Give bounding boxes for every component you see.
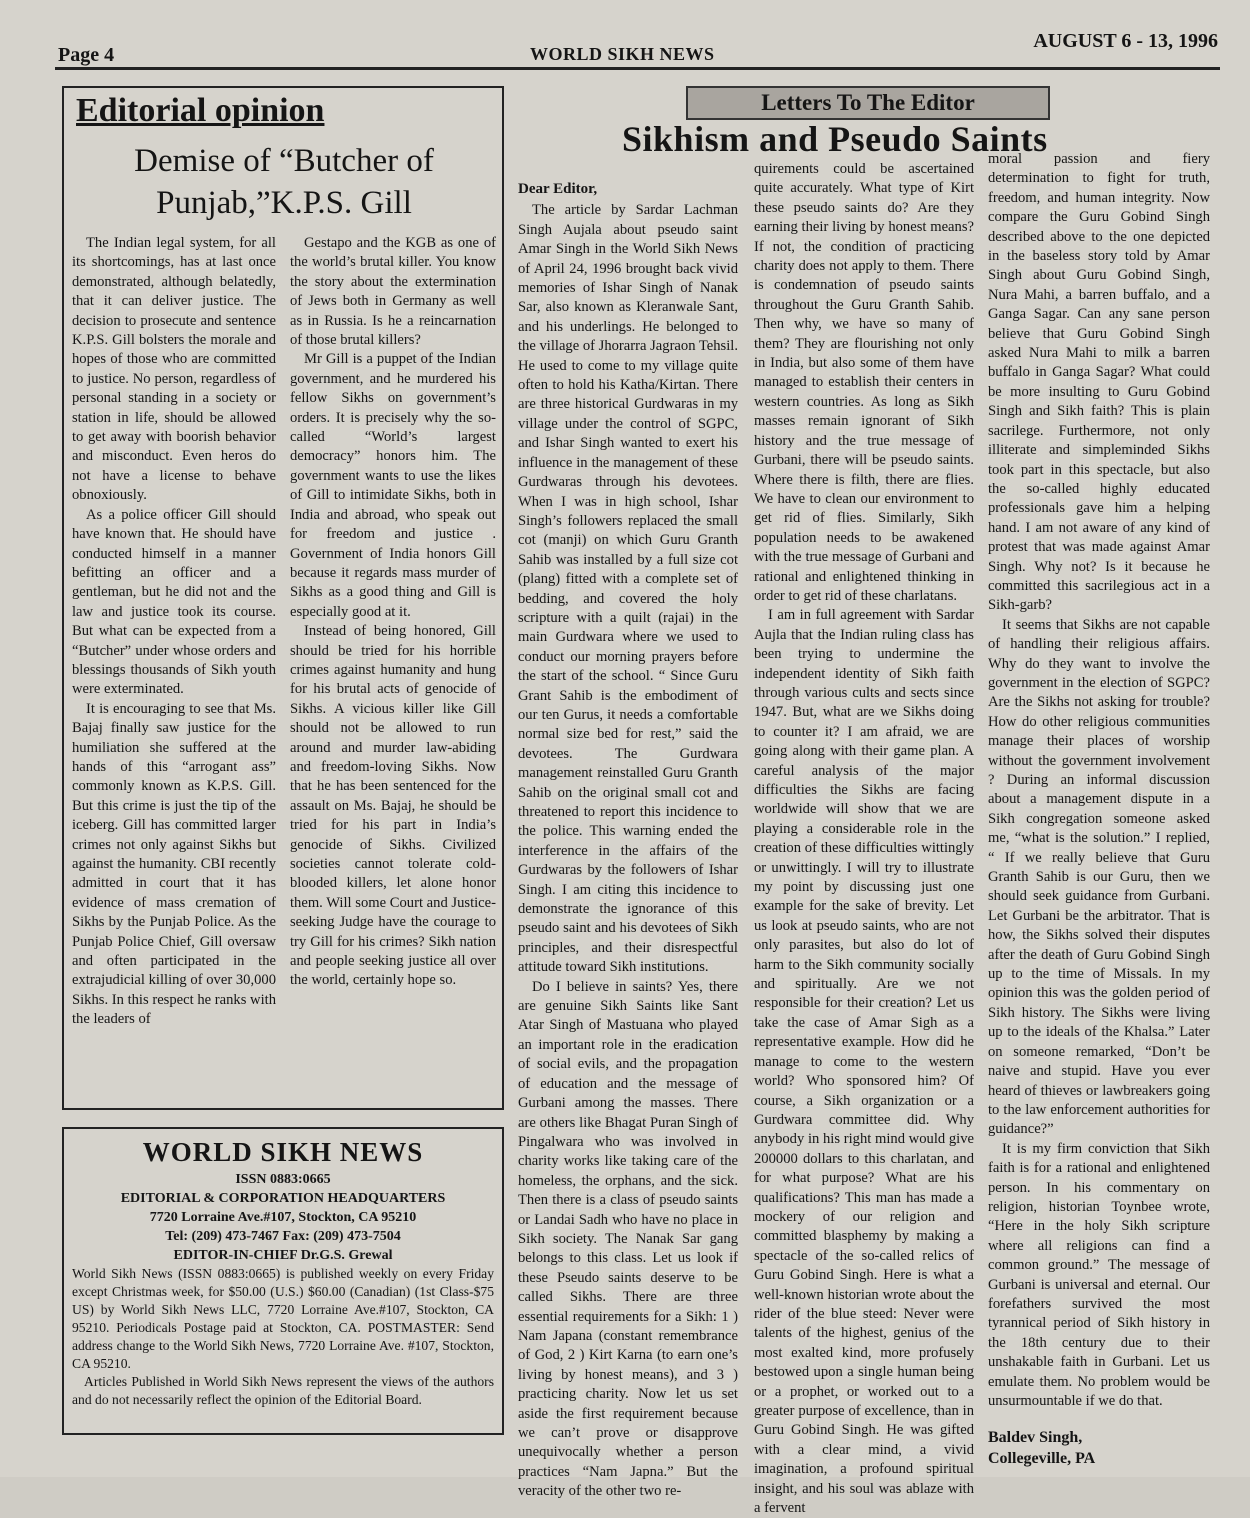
paragraph: The article by Sardar Lachman Singh Aujala about pseudo saint Amar Singh in the World Sikh News of April 24, 1996 brought back vivid memories of Ishar Singh of Nanak Sar, also known as Kleranwale Sant, and his underlings. He belonged to the village of Jhorarra Jagraon Tehsil. He used to come to my village quite often to hold his Katha/Kirtan. There are three historical Gurdwaras in my village under the control of SGPC, and Ishar Singh wanted to exert his influence in the management of these Gurdwaras through his devotees. When I was in high school, Ishar Singh’s followers replaced the small cot (manji) on which Guru Granth Sahib was installed by a full size cot (plang) fitted with a complete set of bedding, and covered the holy scripture with a quilt (rajai) in the main Gurdwara where we used to conduct our morning prayers before the start of the school. “ Since Guru Grant Sahib is the embodiment of our ten Gurus, it needs a comfortable normal size bed for rest,” said the devotees. The Gurdwara management reinstalled Guru Granth Sahib on the original small cot and threatened to report this incidence to the police. This warning ended the interference in the affairs of the Gurdwaras by the followers of Ishar Singh. I am citing this incidence to demonstrate the ignorance of this pseudo saint and his devotees of Sikh principles, and their disrespectful attitude toward Sikh institutions. bbox=[518, 202, 738, 976]
paragraph: As a police officer Gill should have known that. He should have conducted himself in a manner befitting an officer and a gentleman, but he did not and the law and justice took its course. But what can be expected from a “Butcher” under whose orders and blessings thousands of Sikh youth were exterminated. bbox=[72, 506, 276, 698]
issue-date: AUGUST 6 - 13, 1996 bbox=[1033, 30, 1218, 52]
letter-signature bbox=[988, 1427, 1210, 1469]
masthead-disclaimer: Articles Published in World Sikh News represent the views of the authors and do not necessarily reflect the opinion of the Editorial Board. bbox=[72, 1374, 494, 1407]
paragraph: I am in full agreement with Sardar Aujla that the Indian ruling class has been trying to undermine the independent identity of Sikh faith through various cults and sects since 1947. But, what are we Sikhs doing to counter it? I am afraid, we are going along with their game plan. A careful analysis of the major difficulties the Sikhs are facing worldwide will show that we are playing a considerable role in the creation of these difficulties wittingly or unwittingly. I will try to illustrate my point by discussing just one example for the sake of brevity. Let us look at pseudo saints, who are not only parasites, but also do lot of harm to the Sikh community socially and spiritually. Are we not responsible for their creation? Let us take the case of Amar Sigh as a representative example. How did he manage to come to the western world? Who sponsored him? Of course, a Sikh organization or a Gurdwara committee did. Why anybody in his right mind would give 200000 dollars to this charlatan, and for what purpose? What are his qualifications? This man has made a mockery of our religion and committed blasphemy by making a spectacle of the so-called relics of Guru Gobind Singh. Here is what a well-known historian wrote about the rider of the blue steed: Never were talents of the highest, genius of the most exalted kind, more profusely bestowed upon a single human being or a prophet, or worked out to a greater purpose of excellence, than in Guru Gobind Singh. He was gifted with a clear mind, a vivid imagination, a profound spiritual insight, and his soul was ablaze with a fervent bbox=[754, 607, 974, 1517]
paragraph: moral passion and fiery determination to fight for truth, freedom, and human integrity. Now compare the Guru Gobind Singh described above to the one depicted in the baseless story told by Amar Singh about Guru Gobind Singh, Nura Mahi, a barren buffalo, and a Ganga Sagar. Can any sane person believe that Guru Gobind Singh asked Nura Mahi to milk a barren buffalo in Ganga Sagar? What could be more insulting to Guru Gobind Singh and Sikh faith? This is plain sacrilege. Furthermore, not only illiterate and simpleminded Sikhs took part in this spectacle, but also the so-called highly educated professionals gave him a helping hand. I am not aware of any kind of protest that was made against Amar Singh. Why not? Is it because he committed this sacrilegious act in a Sikh-garb? bbox=[988, 151, 1210, 614]
letters-headline: Sikhism and Pseudo Saints bbox=[622, 119, 1048, 159]
paragraph: It is encouraging to see that Ms. Bajaj finally saw justice for the humiliation she suffered at the hands of this “arrogant ass” commonly known as K.P.S. Gill. But this crime is just the tip of the iceberg. Gill has committed larger crimes not only against Sikhs but against the humanity. CBI recently admitted in court that it has evidence of mass cremation of Sikhs by the Punjab Police. As the Punjab Police Chief, Gill oversaw and often participated in the extrajudicial killing of over 30,000 Sikhs. In this respect he ranks with the leaders of bbox=[72, 700, 276, 1028]
editorial-column-2 bbox=[290, 234, 496, 991]
masthead-box bbox=[62, 1127, 504, 1435]
masthead-publication-info: World Sikh News (ISSN 0883:0665) is published weekly on every Friday except Christmas week, for $50.00 (U.S.) $60.00 (Canadian) (1st Class-$75 US) by World Sikh News LLC, 7720 Lorraine Ave.#107, Stockton, CA 95210. Periodicals Postage paid at Stockton, CA. POSTMASTER: Send address change to the World Sikh News, 7720 Lorraine Ave. #107, Stockton, CA 95210. bbox=[72, 1266, 494, 1371]
editorial-kicker: Editorial opinion bbox=[76, 92, 325, 129]
editorial-column-1 bbox=[72, 234, 276, 1030]
letters-section bbox=[518, 80, 1218, 1517]
paragraph: Instead of being honored, Gill should be tried for his horrible crimes against humanity and hung for his brutal acts of genocide of Sikhs. A vicious killer like Gill should not be allowed to run around and murder law-abiding and freedom-loving Sikhs. Now that he has been sentenced for the assault on Ms. Bajaj, he should be tried for his part in India’s genocide of Sikhs. Civilized societies cannot tolerate cold-blooded killers, let alone honor them. Will some Court and Justice-seeking Judge have the courage to try Gill for his crimes? Sikh nation and people seeking justice all over the world, certainly hope so. bbox=[290, 623, 496, 989]
letter-column-2 bbox=[754, 160, 974, 1518]
paragraph: quirements could be ascertained quite accurately. What type of Kirt these pseudo saints do? Are they earning their living by honest means? If not, the condition of practicing charity does not apply to them. There is condemnation of pseudo saints throughout the Guru Granth Sahib. Then why, we have so many of them? They are flourishing not only in India, but also some of them have managed to establish their centers in western countries. As long as Sikh masses remain ignorant of Sikh history and the true message of Gurbani, there will be pseudo saints. Where there is filth, there are flies. We have to clean our environment to get rid of flies. Similarly, Sikh population needs to be awakened with the true message of Gurbani and rational and enlightened thinking in order to get rid of these charlatans. bbox=[754, 161, 974, 604]
signature-name: Baldev Singh, bbox=[988, 1429, 1083, 1447]
paragraph: It seems that Sikhs are not capable of handling their religious affairs. Why do they want to involve the government in the election of SGPC? Are the Sikhs not asking for trouble? How do other religious communities manage their places of worship without the government involvement ? During an informal discussion about a management dispute in a Sikh congregation someone asked me, “what is the solution.” I replied, “ If we really believe that Guru Granth Sahib is our Guru, then we should seek guidance from Gurbani. Let Gurbani be the arbitrator. That is how, the Sikhs solved their disputes after the death of Guru Gobind Singh up to the time of Missals. In my opinion this was the golden period of Sikh history. The Sikhs were living up to the ideals of the Khalsa.” Later on someone remarked, “Don’t be naive and stupid. Have you ever heard of thieves or lawbreakers going to the law enforcement authorities for guidance?” bbox=[988, 616, 1210, 1138]
letter-column-1 bbox=[518, 180, 738, 1502]
paragraph: Mr Gill is a puppet of the Indian government, and he murdered his fellow Sikhs on government’s orders. It is precisely why the so-called “World’s largest democracy” honors him. The government wants to use the likes of Gill to intimidate Sikhs, both in India and abroad, who speak out for freedom and justice . Government of India honors Gill because it regards mass murder of Sikhs as a good thing and Gill is especially good at it. bbox=[290, 351, 496, 620]
page-header bbox=[0, 0, 1250, 70]
paragraph: Do I believe in saints? Yes, there are genuine Sikh Saints like Sant Atar Singh of Mastuana who played an important role in the eradication of social evils, and the propagation of education and the message of Gurbani among the masses. There are others like Bhagat Puran Singh of Pingalwara who was involved in charity works like taking care of the homeless, the orphans, and the sick. Then there is a class of pseudo saints or Landai Sadh who have no place in Sikh society. The Nanak Sar gang belongs to this class. Let us look if these Pseudo saints deserve to be called Sikhs. There are three essential requirements for a Sikh: 1 ) Nam Japana (constant remembrance of God, 2 ) Kirt Karna (to earn one’s living by honest means), and 3 ) practicing charity. Now let us set aside the first requirement because we can’t prove or disapprove unequivocally whether a person practices “Nam Japna.” But the veracity of the other two re- bbox=[518, 978, 738, 1500]
paragraph: It is my firm conviction that Sikh faith is for a rational and enlightened person. In his commentary on religion, historian Toynbee wrote, “Here in the holy Sikh scripture where all religions can find a common ground.” The message of Gurbani is universal and eternal. Our forefathers survived the most tyrannical period of Sikh history in the 18th century due to their unshakable faith in Gurbani. Let us emulate them. No problem would be unsurmountable if we do that. bbox=[988, 1140, 1210, 1409]
masthead-issn: ISSN 0883:0665 bbox=[235, 1172, 331, 1187]
paragraph: The Indian legal system, for all its shortcomings, has at last once demonstrated, although belatedly, that it can deliver justice. The decision to prosecute and sentence K.P.S. Gill bolsters the morale and hopes of those who are committed to justice. No person, regardless of personal standing in a society or station in life, should be allowed to get away with boorish behavior and misconduct. Even heros do not have a license to behave obnoxiously. bbox=[72, 235, 276, 504]
masthead-name: WORLD SIKH NEWS bbox=[142, 1137, 424, 1167]
masthead-hq: EDITORIAL & CORPORATION HEADQUARTERS bbox=[120, 1191, 446, 1206]
header-rule bbox=[55, 67, 1220, 70]
letter-salutation: Dear Editor, bbox=[518, 181, 598, 197]
signature-place: Collegeville, PA bbox=[988, 1450, 1096, 1468]
letter-column-3 bbox=[988, 150, 1210, 1469]
page-number: Page 4 bbox=[58, 44, 115, 66]
masthead-address: 7720 Lorraine Ave.#107, Stockton, CA 95210 bbox=[149, 1210, 417, 1225]
paragraph: Gestapo and the KGB as one of the world’s brutal killer. You know the story about the extermination of Jews both in Germany as well as in Russia. Is he a reincarnation of those brutal killers? bbox=[290, 235, 496, 349]
letters-banner: Letters To The Editor bbox=[686, 86, 1050, 120]
editorial-box bbox=[62, 86, 504, 1110]
masthead-editor: EDITOR-IN-CHIEF Dr.G.S. Grewal bbox=[173, 1248, 393, 1263]
masthead-phone: Tel: (209) 473-7467 Fax: (209) 473-7504 bbox=[165, 1229, 401, 1244]
paper-name: WORLD SIKH NEWS bbox=[530, 44, 715, 64]
editorial-headline: Demise of “Butcher of Punjab,”K.P.S. Gill bbox=[134, 143, 434, 221]
